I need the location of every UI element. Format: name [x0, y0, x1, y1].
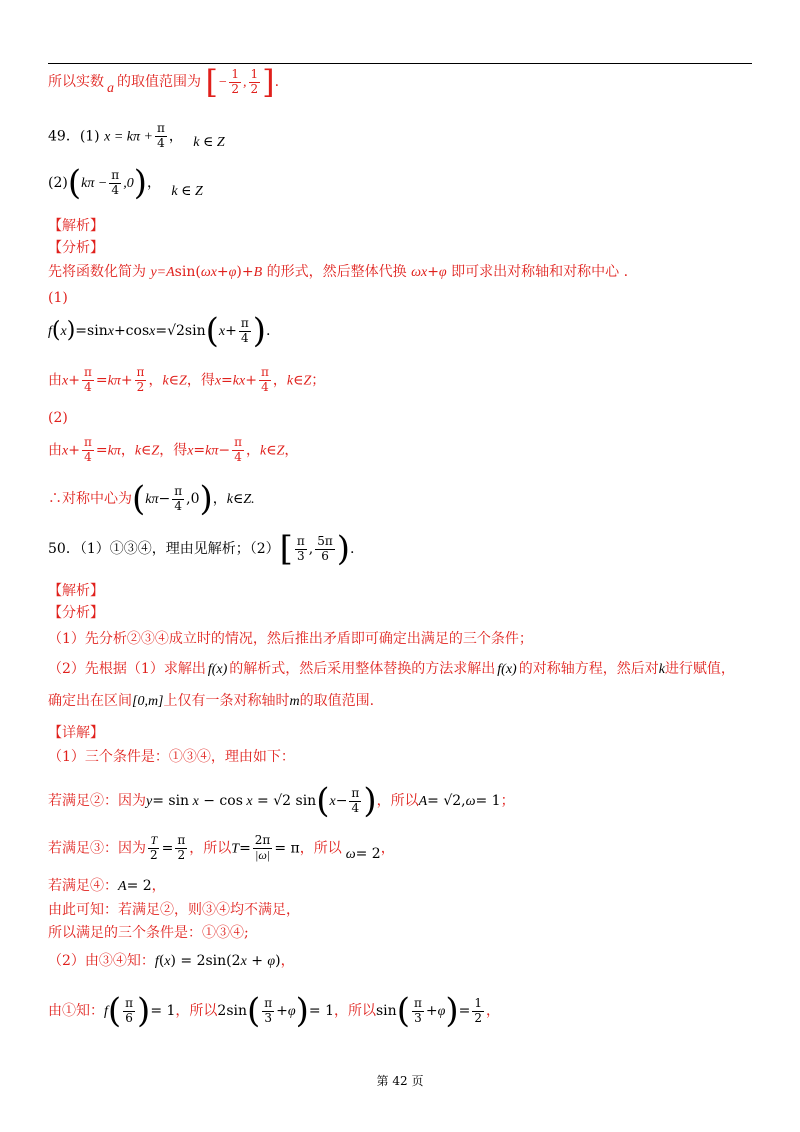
center-derivation: 由x+ $\frac{\pi}{4}$ =kπ，k∈Z，得x=kπ− $\frac{\pi}{4}$ ，k∈Z， — [48, 435, 299, 464]
analysis-50-3: 确定出在区间[0,m]上仅有一条对称轴时m的取值范围. — [48, 693, 375, 709]
analysis-50-1: （1）先分析②③④成立时的情况，然后推出矛盾即可确定出满足的三个条件； — [48, 631, 533, 647]
detail-conclusion-1: 由此可知：若满足②，则③④均不满足， — [48, 902, 300, 918]
condition-3: 若满足③：因为 $\frac{T}{2}$ = $\frac{\pi}{2}$ ，所以T= $\frac{2\pi}{|\omega|}$ = π，所以 ω= 2， — [48, 833, 395, 863]
heading-fenxi-1: 【分析】 — [48, 240, 104, 256]
condition-4: 若满足④：A= 2， — [48, 878, 166, 894]
fx-expression: （2）由③④知：f(x) = 2sin(2x + φ)， — [48, 953, 295, 969]
line-range-a: 所以实数 a 的取值范围为 [− $\frac{1}{2}$ , $\frac{1}{2}$ ]. — [48, 63, 280, 101]
heading-jiexi-2: 【解析】 — [48, 583, 104, 599]
fx-simplify: f(x)=sinx+cosx=√2sin(x+ $\frac{\pi}{4}$ ). — [48, 311, 271, 351]
condition-1-solve: 由①知：f( $\frac{\pi}{6}$ )= 1，所以2sin( $\frac{\pi}{3}$ +φ)= 1，所以sin( $\frac{\pi}{3}$ +φ)= $\frac{1}{2}$ ， — [48, 991, 500, 1031]
analysis-49: 先将函数化简为 y=Asin(ωx+φ)+B 的形式，然后整体代换 ωx+φ 即可求出对称轴和对称中心 . — [48, 264, 629, 280]
answer-49-1: 49．(1) x = kπ + $\frac{\pi}{4}$ ， k ∈ Z — [48, 121, 225, 151]
part-2-label: (2) — [48, 410, 68, 426]
detail-conclusion-2: 所以满足的三个条件是：①③④; — [48, 925, 249, 941]
axis-derivation: 由x+ $\frac{\pi}{4}$ =kπ+ $\frac{\pi}{2}$ ，k∈Z，得x=kx+ $\frac{\pi}{4}$ ，k∈Z； — [48, 365, 326, 394]
header-rule — [48, 63, 752, 64]
page-footer: 第 42 页 — [376, 1074, 424, 1088]
heading-xiangjie: 【详解】 — [48, 725, 104, 741]
center-conclusion: ∴对称中心为(kπ− $\frac{\pi}{4}$ ,0)，k∈Z. — [48, 479, 255, 519]
part-1-label: (1) — [48, 290, 68, 306]
answer-49-2: (2)(kπ − $\frac{\pi}{4}$ ,0)， k ∈ Z — [48, 163, 203, 203]
heading-jiexi-1: 【解析】 — [48, 218, 104, 234]
detail-50-1: （1）三个条件是：①③④，理由如下： — [48, 749, 295, 765]
heading-fenxi-2: 【分析】 — [48, 605, 104, 621]
answer-50: 50．（1）①③④，理由见解析；（2）[ $\frac{\pi}{3}$ , $\frac{5\pi}{6}$ ). — [48, 529, 355, 569]
analysis-50-2: （2）先根据（1）求解出 f(x) 的解析式，然后采用整体替换的方法求解出 f(x) 的对称轴方程，然后对k进行赋值， — [48, 661, 735, 677]
condition-2: 若满足②：因为y= sin x − cos x = √2 sin(x− $\frac{\pi}{4}$ )，所以A= √2,ω= 1； — [48, 781, 515, 821]
